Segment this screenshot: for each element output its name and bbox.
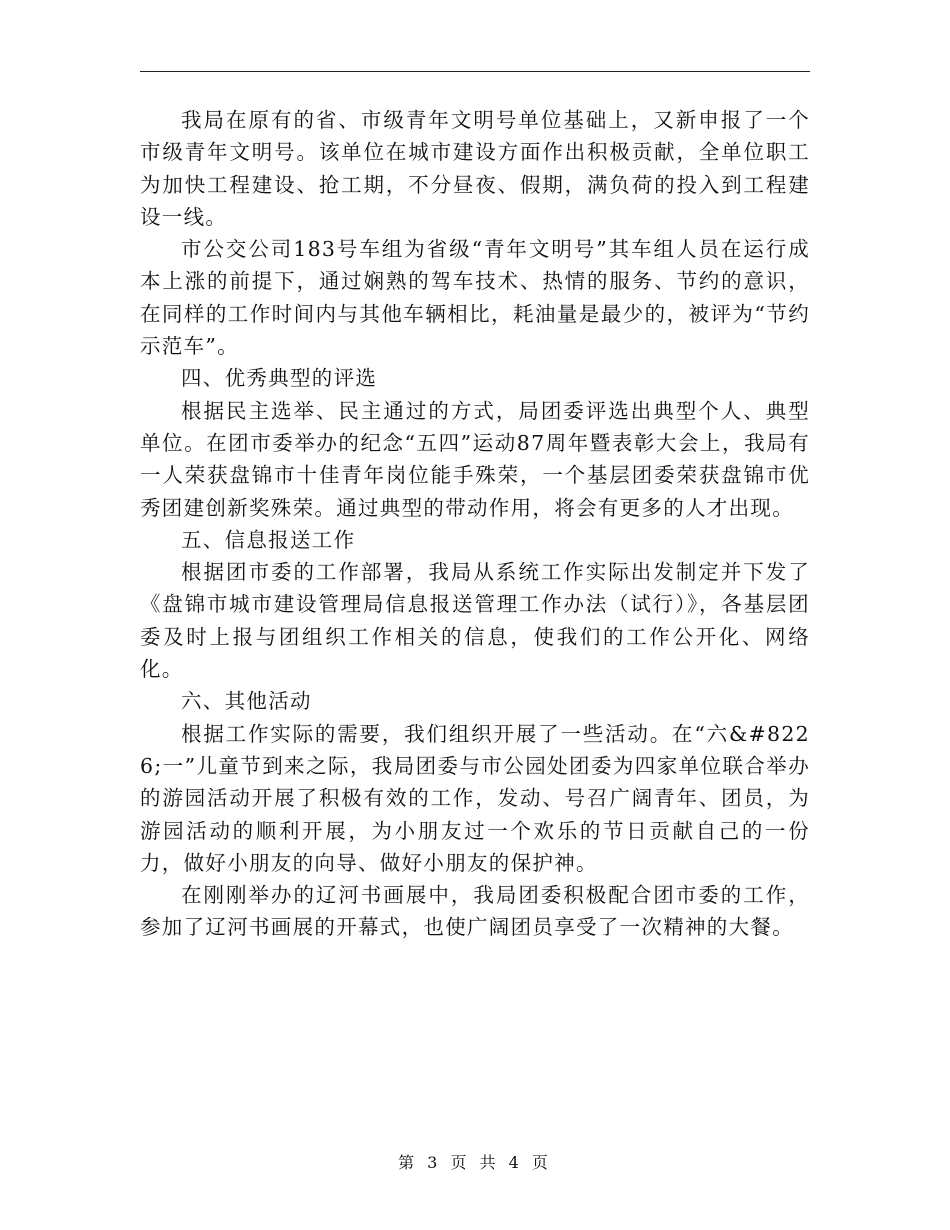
paragraph-bus-team-183: 市公交公司183号车组为省级“青年文明号”其车组人员在运行成本上涨的前提下，通过娴熟的驾车技术、热情的服务、节约的意识，在同样的工作时间内与其他车辆相比，耗油量是最少的，被评为“节约示范车”。 xyxy=(140,237,810,359)
paragraph-youth-civilization-unit: 我局在原有的省、市级青年文明号单位基础上，又新申报了一个市级青年文明号。该单位在城市建设方面作出积极贡献，全单位职工为加快工程建设、抢工期，不分昼夜、假期，满负荷的投入到工程建设一线。 xyxy=(140,108,810,229)
section-heading-4: 四、优秀典型的评选 xyxy=(181,366,378,391)
paragraph-childrens-day: 根据工作实际的需要，我们组织开展了一些活动。在“六&#8226;一”儿童节到来之际，我局团委与市公园处团委为四家单位联合举办的游园活动开展了积极有效的工作，发动、号召广阔青年、团员，为游园活动的顺利开展，为小朋友过一个欢乐的节日贡献自己的一份力，做好小朋友的向导、做好小朋友的保护神。 xyxy=(140,721,810,875)
paragraph-model-selection: 根据民主选举、民主通过的方式，局团委评选出典型个人、典型单位。在团市委举办的纪念“五四”运动87周年暨表彰大会上，我局有一人荣获盘锦市十佳青年岗位能手殊荣，一个基层团委荣获盘锦市优秀团建创新奖殊荣。通过典型的带动作用，将会有更多的人才出现。 xyxy=(140,398,810,520)
header-rule xyxy=(140,71,810,72)
section-heading-5: 五、信息报送工作 xyxy=(181,527,356,552)
section-heading-6: 六、其他活动 xyxy=(181,689,312,714)
paragraph-information-reporting: 根据团市委的工作部署，我局从系统工作实际出发制定并下发了《盘锦市城市建设管理局信息报送管理工作办法（试行）》，各基层团委及时上报与团组织工作相关的信息，使我们的工作公开化、网络化。 xyxy=(140,560,810,682)
document-body xyxy=(140,104,810,944)
page-number: 第 3 页 共 4 页 xyxy=(398,1153,552,1172)
paragraph-liaohe-exhibition: 在刚刚举办的辽河书画展中，我局团委积极配合团市委的工作，参加了辽河书画展的开幕式，也使广阔团员享受了一次精神的大餐。 xyxy=(140,883,810,940)
